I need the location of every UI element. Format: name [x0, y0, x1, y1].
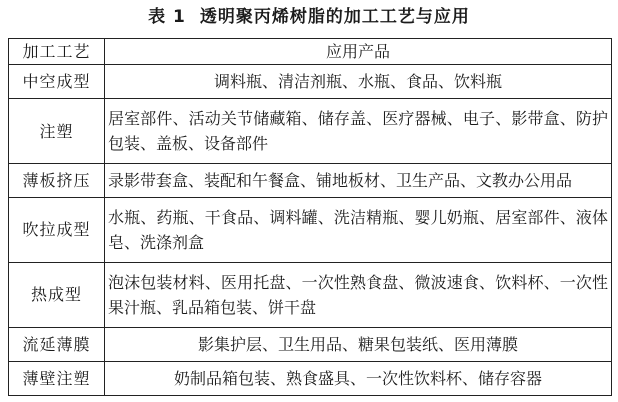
table-row	[9, 198, 612, 263]
process-cell: 注塑	[9, 99, 105, 164]
header-applications: 应用产品	[105, 39, 612, 65]
process-cell: 热成型	[9, 262, 105, 327]
applications-cell: 调料瓶、清洁剂瓶、水瓶、食品、饮料瓶	[105, 65, 612, 99]
header-process: 加工工艺	[9, 39, 105, 65]
process-cell: 吹拉成型	[9, 198, 105, 263]
table-caption	[0, 0, 618, 36]
table-row	[9, 327, 612, 361]
table-row	[9, 99, 612, 164]
table-row	[9, 163, 612, 197]
applications-cell: 水瓶、药瓶、干食品、调料罐、洗洁精瓶、婴儿奶瓶、居室部件、液体皂、洗涤剂盒	[105, 198, 612, 263]
applications-cell: 奶制品箱包装、熟食盛具、一次性饮料杯、储存容器	[105, 361, 612, 395]
table-row	[9, 361, 612, 395]
table-title: 透明聚丙烯树脂的加工工艺与应用	[199, 7, 470, 27]
table-row	[9, 65, 612, 99]
applications-cell: 录影带套盒、装配和午餐盒、铺地板材、卫生产品、文教办公用品	[105, 163, 612, 197]
applications-cell: 影集护层、卫生用品、糖果包装纸、医用薄膜	[105, 327, 612, 361]
process-cell: 薄板挤压	[9, 163, 105, 197]
process-application-table	[8, 38, 612, 396]
table-row	[9, 262, 612, 327]
process-cell: 中空成型	[9, 65, 105, 99]
applications-cell: 居室部件、活动关节储藏箱、储存盖、医疗器械、电子、影带盒、防护包装、盖板、设备部件	[105, 99, 612, 164]
table-number: 表 1	[148, 7, 186, 27]
process-cell: 流延薄膜	[9, 327, 105, 361]
table-header-row	[9, 39, 612, 65]
process-cell: 薄壁注塑	[9, 361, 105, 395]
applications-cell: 泡沫包装材料、医用托盘、一次性熟食盘、微波速食、饮料杯、一次性果汁瓶、乳品箱包装、饼干盘	[105, 262, 612, 327]
